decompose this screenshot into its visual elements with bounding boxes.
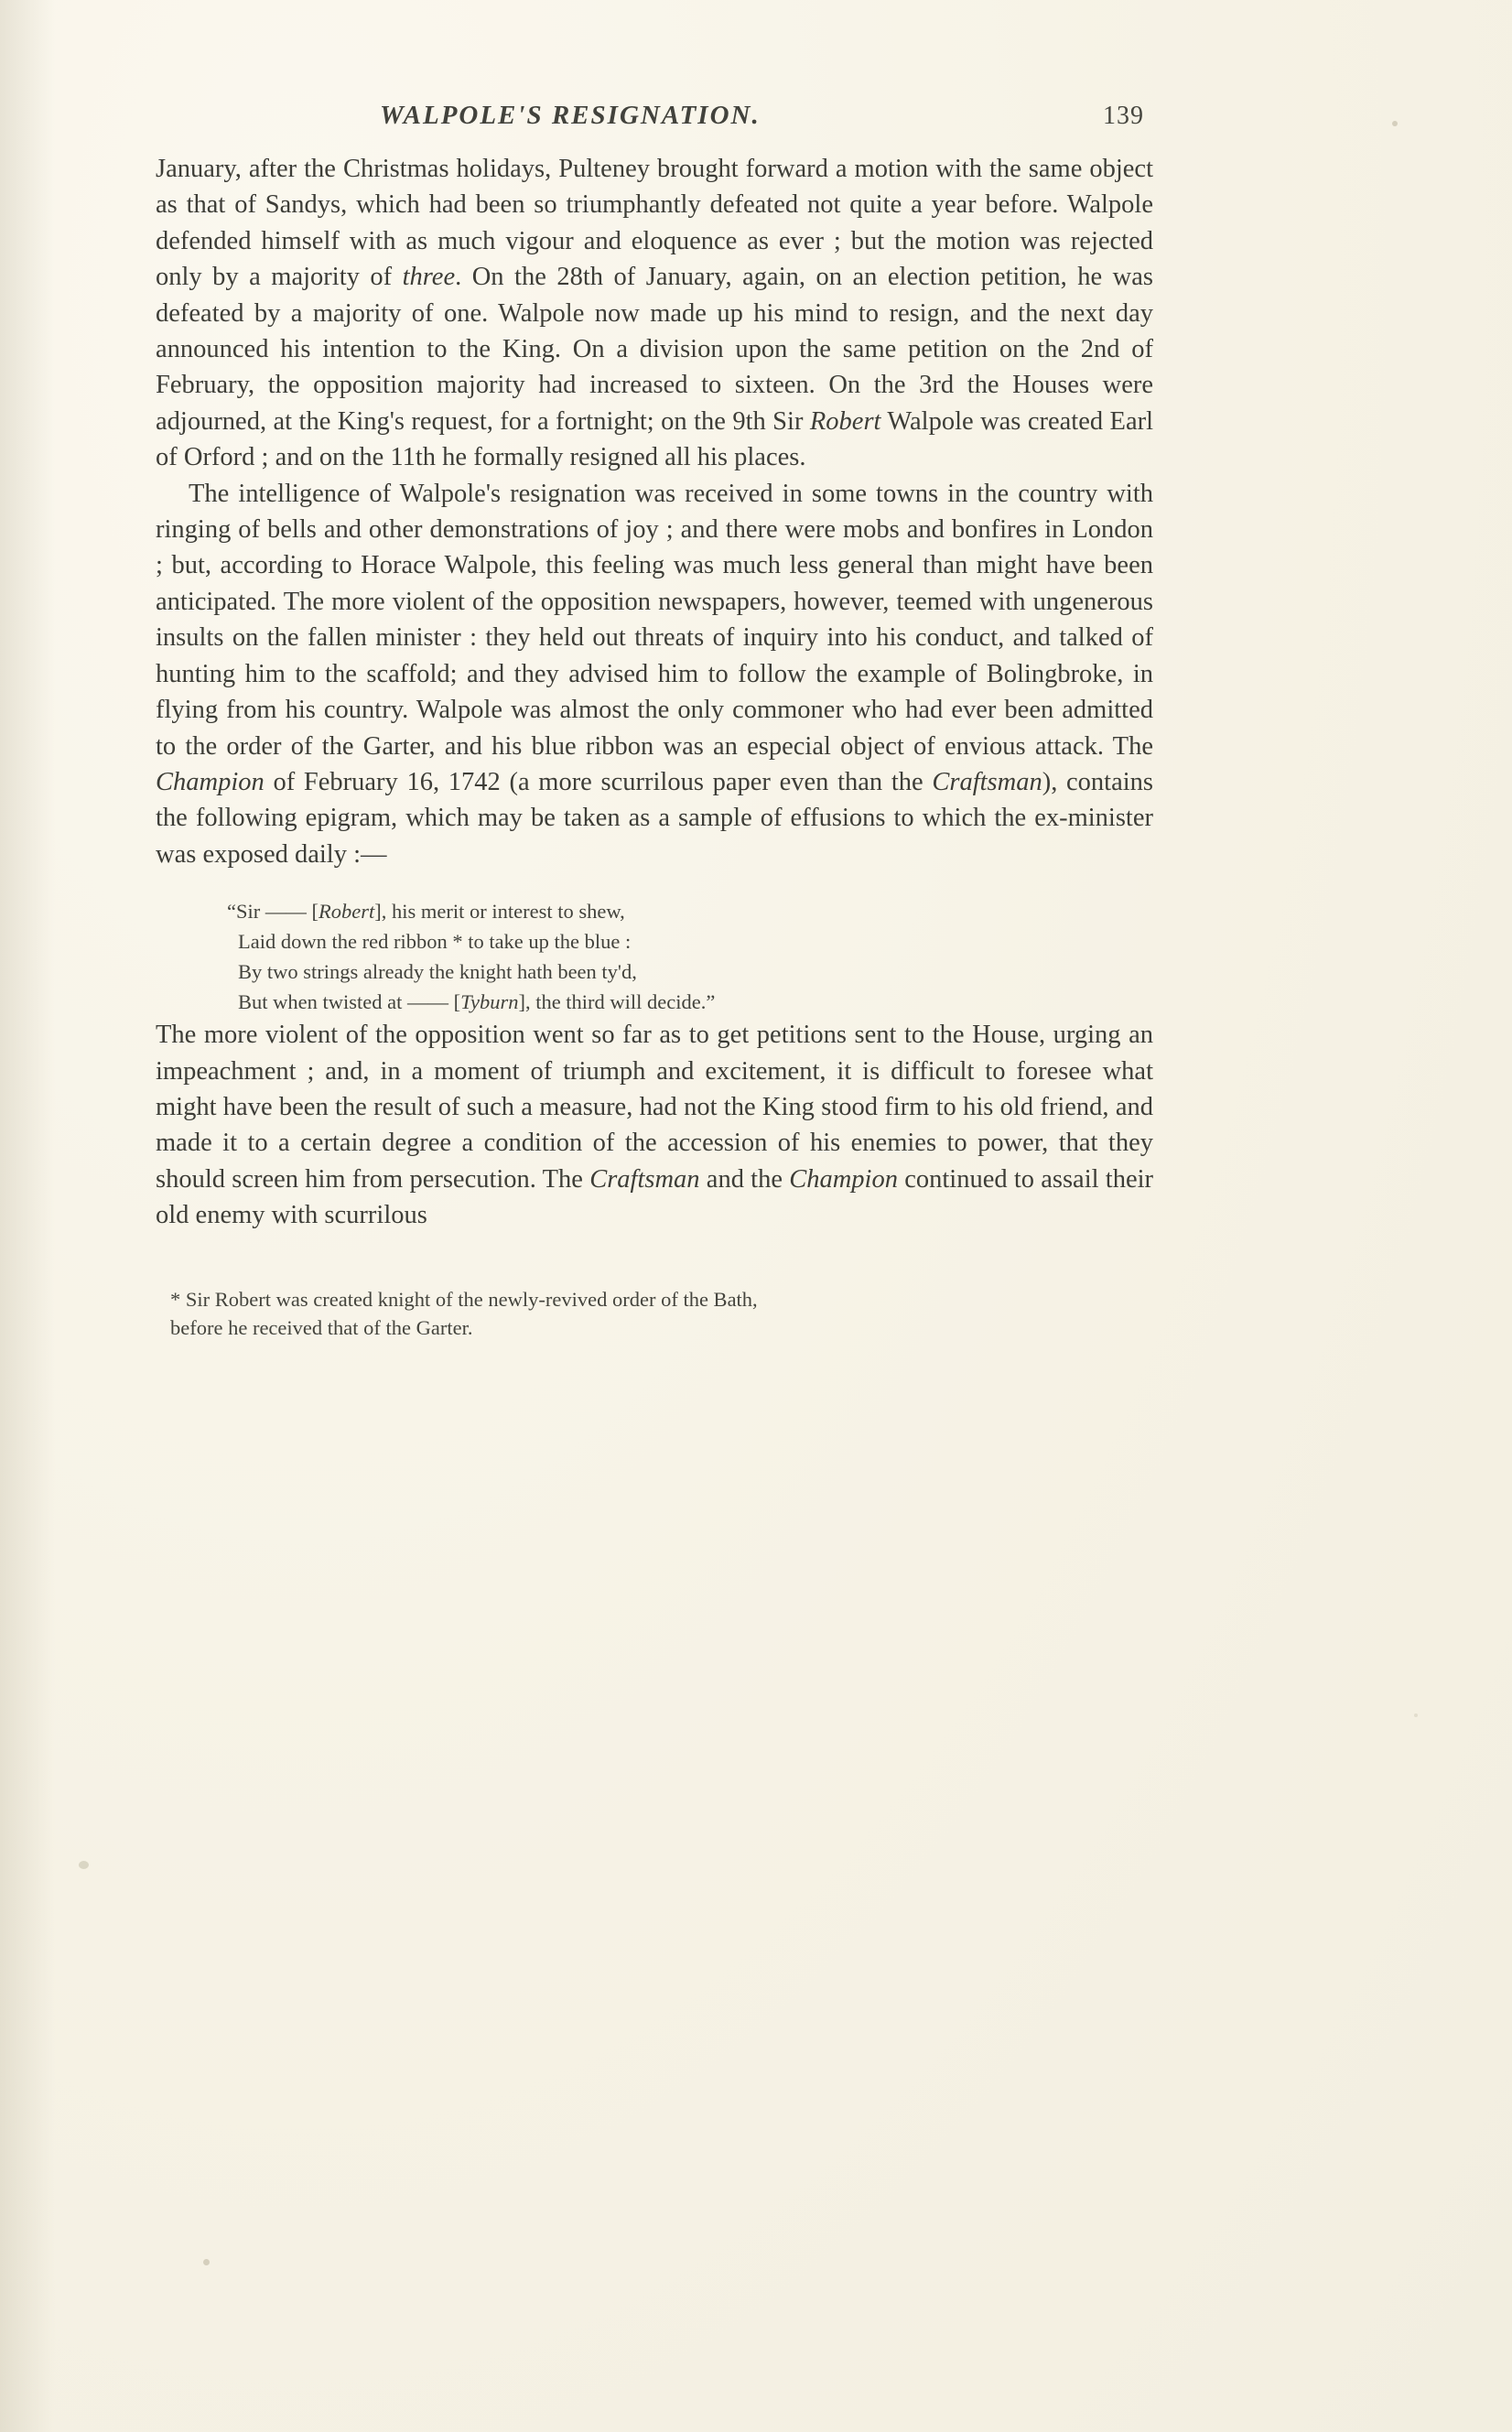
footnote-line-2: before he received that of the Garter. bbox=[170, 1315, 473, 1339]
page-content bbox=[156, 101, 1153, 1342]
verse-line: “Sir —— [Robert], his merit or interest to shew, bbox=[227, 900, 625, 924]
verse-line: By two strings already the knight hath been ty'd, bbox=[238, 960, 637, 984]
footnote bbox=[156, 1285, 1153, 1342]
page-header bbox=[156, 101, 1153, 131]
paper-speck bbox=[1414, 1713, 1418, 1717]
paragraph-3: The more violent of the opposition went so far as to get petitions sent to the House, urging an impeachment ; and, in a moment of triumph and excitement, it is difficult to foresee what might have been the result of such a measure, had not the King stood firm to his old friend, and made it to a certain degree a condition of the accession of his enemies to power, that they should screen him from persecution. The Craftsman and the Champion continued to assail their old enemy with scurrilous bbox=[156, 1021, 1153, 1230]
epigram-quote bbox=[156, 896, 1153, 1017]
verse-line: But when twisted at —— [Tyburn], the third will decide.” bbox=[238, 990, 716, 1014]
paper-speck bbox=[1392, 121, 1398, 126]
paragraph-2: The intelligence of Walpole's resignation was received in some towns in the country with ringing of bells and other demonstrations of joy ; and there were mobs and bonfires in London ; but, according to Horace Walpole, this feeling was much less general than might have been anticipated. The more violent of the opposition newspapers, however, teemed with ungenerous insults on the fallen minister : they held out threats of inquiry into his conduct, and talked of hunting him to the scaffold; and they advised him to follow the example of Bolingbroke, in flying from his country. Walpole was almost the only commoner who had ever been admitted to the order of the Garter, and his blue ribbon was an especial object of envious attack. The Champion of February 16, 1742 (a more scurrilous paper even than the Craftsman), contains the following epigram, which may be taken as a sample of effusions to which the ex-minister was exposed daily :— bbox=[156, 479, 1153, 869]
paragraph-1: January, after the Christmas holidays, Pulteney brought forward a motion with the same object as that of Sandys, which had been so triumphantly defeated not quite a year before. Walpole defended himself with as much vigour and eloquence as ever ; but the motion was rejected only by a majority of three. On the 28th of January, again, on an election petition, he was defeated by a majority of one. Walpole now made up his mind to resign, and the next day announced his intention to the King. On a division upon the same petition on the 2nd of February, the opposition majority had increased to sixteen. On the 3rd the Houses were adjourned, at the King's request, for a fortnight; on the 9th Sir Robert Walpole was created Earl of Orford ; and on the 11th he formally resigned all his places. bbox=[156, 155, 1153, 472]
verse-line: Laid down the red ribbon * to take up the blue : bbox=[238, 930, 632, 954]
running-title: WALPOLE'S RESIGNATION. bbox=[380, 101, 761, 130]
footnote-line-1: * Sir Robert was created knight of the newly-revived order of the Bath, bbox=[170, 1287, 758, 1311]
page-number: 139 bbox=[1103, 102, 1144, 130]
page-edge-shadow bbox=[0, 0, 55, 2432]
paper-speck bbox=[203, 2259, 210, 2265]
paper-speck bbox=[79, 1861, 89, 1869]
